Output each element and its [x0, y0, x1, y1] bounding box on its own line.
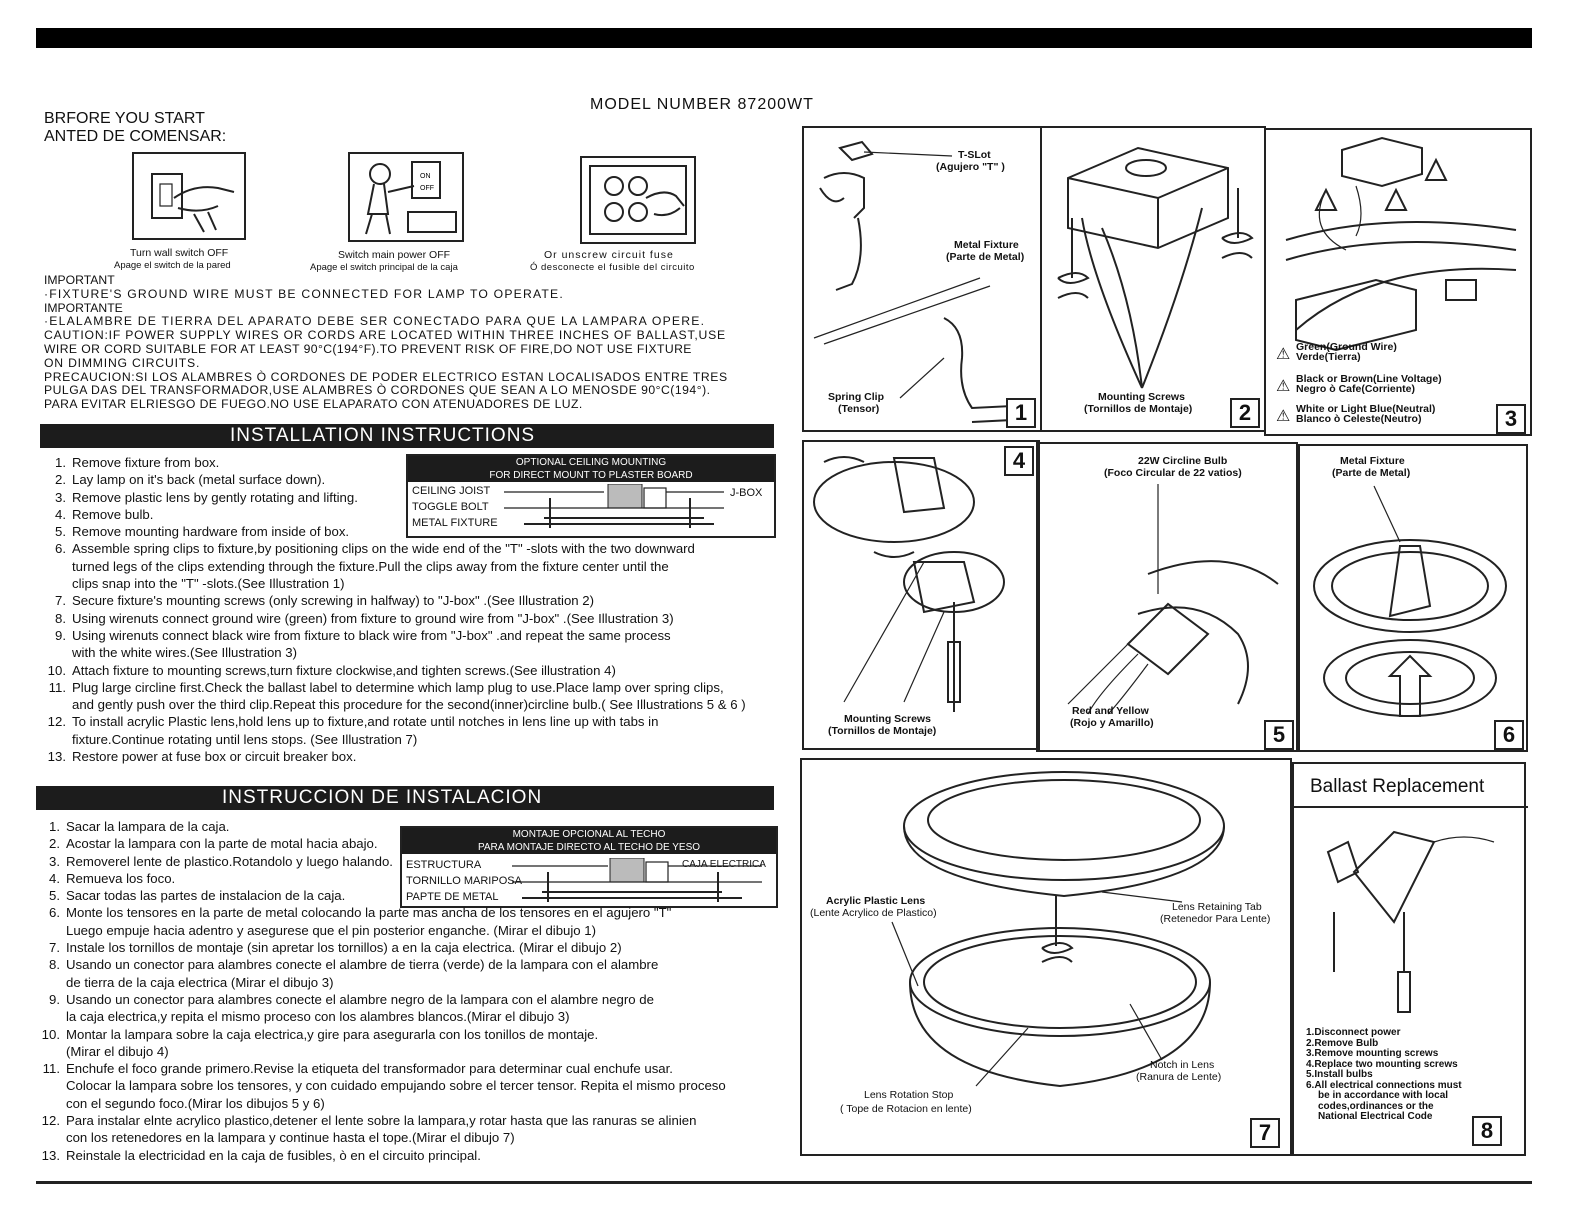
- step-text: Colocar la lampara sobre los tensores, y con cuidado empujando sobre el tercer tensor. Repita el mismo proceso: [66, 1078, 726, 1094]
- step-number: 6.: [55, 541, 66, 557]
- spanish-steps-list: [38, 818, 798, 1164]
- start-caption-2: Switch main power OFF: [338, 249, 451, 261]
- illustration-3: [1264, 128, 1532, 436]
- step-number: 13.: [47, 749, 66, 765]
- step-text: Remove bulb.: [72, 506, 154, 522]
- es-step-line: [38, 1026, 798, 1043]
- es-step-line: [38, 1008, 798, 1025]
- spring-clip-label: Spring Clip: [828, 391, 884, 403]
- label-papte-de-metal: PAPTE DE METAL: [406, 891, 499, 903]
- step-text: Removerel lente de plastico.Rotandolo y luego halando.: [66, 853, 393, 869]
- step-number: 6.: [49, 905, 60, 921]
- en-step-line: [44, 471, 804, 488]
- step-text: Para instalar elnte acrylico plastico,detener el lente sobre la lampara,y rotar hasta que las ranuras se alinien: [66, 1113, 697, 1129]
- step-text: Remueva los foco.: [66, 870, 176, 886]
- step-number: 8.: [49, 957, 60, 973]
- es-step-line: [38, 974, 798, 991]
- step-text: Usando un conector para alambres conecte el alambre de tierra (verde) de la lampara con el alambre: [66, 957, 659, 973]
- before-you-start-es: ANTED DE COMENSAR:: [44, 128, 227, 145]
- ballast-steps: 1.Disconnect power 2.Remove Bulb 3.Remove mounting screws 4.Replace two mounting screws 5.Install bulbs 6.All electrical connections must be in accordance with local codes,ordinances or the National Electrical Code: [1306, 1027, 1462, 1122]
- illustration-2-number: 2: [1230, 398, 1260, 428]
- step-number: 5.: [55, 524, 66, 540]
- es-step-line: [38, 1060, 798, 1077]
- illustration-7-number: 7: [1250, 1118, 1280, 1148]
- label-metal-fixture: METAL FIXTURE: [412, 517, 498, 529]
- circline-bulb-label: 22W Circline Bulb: [1138, 455, 1228, 467]
- step-number: 3.: [49, 853, 60, 869]
- tslot-label: T-SLot: [958, 149, 991, 161]
- en-step-line: [44, 731, 804, 748]
- step-number: 7.: [55, 593, 66, 609]
- step-text: Remove mounting hardware from inside of box.: [72, 524, 350, 540]
- es-step-line: [38, 818, 798, 835]
- illustration-5-number: 5: [1264, 720, 1294, 750]
- notch-label: Notch in Lens: [1150, 1059, 1215, 1071]
- p6-metal-fixture-label-es: (Parte de Metal): [1332, 467, 1411, 479]
- step-text: Restore power at fuse box or circuit breaker box.: [72, 749, 357, 765]
- es-step-line: [38, 887, 798, 904]
- en-step-line: [44, 540, 804, 557]
- step-text: Sacar la lampara de la caja.: [66, 819, 230, 834]
- es-step-line: [38, 956, 798, 973]
- step-number: 8.: [55, 610, 66, 626]
- wall-switch-icon: [132, 152, 246, 240]
- step-text: Montar la lampara sobre la caja electrica,y gire para asegurarla con los tonillos de montaje.: [66, 1026, 599, 1042]
- step-text: Secure fixture's mounting screws (only screwing in halfway) to "J-box" .(See Illustration 2): [72, 593, 595, 609]
- mounting-screws-label-es: (Tornillos de Montaje): [1084, 403, 1193, 415]
- main-power-icon: [348, 152, 464, 242]
- model-number: MODEL NUMBER 87200WT: [590, 96, 814, 113]
- step-number: 12.: [41, 1113, 60, 1129]
- retaining-tab-label-es: (Retenedor Para Lente): [1160, 913, 1271, 925]
- en-step-line: [44, 489, 804, 506]
- step-text: and gently push over the third clip.Repeat this procedure for the second(inner)circline bulb.( See Illustrations 5 & 6 ): [72, 697, 746, 713]
- es-step-line: [38, 870, 798, 887]
- illustration-1: [802, 126, 1042, 432]
- step-text: Remove plastic lens by gently rotating and lifting.: [72, 489, 358, 505]
- illustration-4-number: 4: [1004, 446, 1034, 476]
- notch-label-es: (Ranura de Lente): [1136, 1071, 1222, 1083]
- step-text: Using wirenuts connect black wire from fixture to black wire from "J-box" .and repeat the same process: [72, 627, 671, 643]
- bottom-rule: [36, 1181, 1532, 1184]
- step-number: 11.: [48, 679, 66, 695]
- label-tornillo-mariposa: TORNILLO MARIPOSA: [406, 875, 522, 887]
- divider: [1290, 806, 1528, 808]
- label-jbox: J-BOX: [730, 487, 763, 499]
- start-caption-2-es: Apage el switch principal de la caja: [310, 262, 458, 273]
- step-number: 4.: [49, 870, 60, 886]
- label-caja-electrica: CAJA ELECTRICA: [682, 859, 766, 870]
- p6-metal-fixture-label: Metal Fixture: [1340, 455, 1405, 467]
- step-text: Using wirenuts connect ground wire (green) from fixture to ground wire from "J-box" .(See Illustration 3): [72, 610, 674, 626]
- step-number: 1.: [55, 455, 66, 470]
- step-text: Enchufe el foco grande primero.Revise la etiqueta del transformador para determinar cual enchufe usar.: [66, 1061, 673, 1077]
- step-number: 3.: [55, 489, 66, 505]
- es-step-line: [38, 922, 798, 939]
- ballast-replacement-title: Ballast Replacement: [1310, 776, 1485, 797]
- en-step-line: [44, 713, 804, 730]
- black-wire-label-es: Negro ò Cafe(Corriente): [1296, 383, 1416, 395]
- illustration-7: [800, 758, 1292, 1156]
- illustration-8-number: 8: [1472, 1116, 1502, 1146]
- start-caption-1: Turn wall switch OFF: [130, 247, 229, 259]
- en-step-line: [44, 575, 804, 592]
- es-step-line: [38, 904, 798, 921]
- step-text: Usando un conector para alambres conecte el alambre negro de la lampara con el alambre negro de: [66, 991, 654, 1007]
- step-text: Sacar todas las partes de instalacion de la caja.: [66, 888, 346, 904]
- es-step-line: [38, 1112, 798, 1129]
- start-caption-3: Or unscrew circuit fuse: [544, 249, 674, 261]
- step-text: Acostar la lampara con la parte de motal hacia abajo.: [66, 836, 378, 852]
- warning-icon: ⚠: [1276, 378, 1291, 395]
- step-number: 5.: [49, 888, 60, 904]
- installation-banner: INSTALLATION INSTRUCTIONS: [40, 424, 774, 448]
- acrylic-lens-label: Acrylic Plastic Lens: [826, 895, 926, 907]
- before-you-start: BRFORE YOU START: [44, 110, 205, 127]
- step-number: 10.: [47, 662, 66, 678]
- en-step-line: [44, 506, 804, 523]
- fuse-box-icon: [580, 156, 696, 244]
- p4-mounting-screws-label: Mounting Screws: [844, 713, 931, 725]
- english-steps-list: [44, 454, 804, 765]
- top-black-bar: [36, 28, 1532, 48]
- acrylic-lens-label-es: (Lente Acrylico de Plastico): [810, 907, 937, 919]
- en-step-line: [44, 523, 804, 540]
- start-caption-1-es: Apage el switch de la pared: [114, 260, 231, 271]
- en-step-line: [44, 662, 804, 679]
- step-number: 12.: [47, 714, 66, 730]
- white-wire-label: White or Light Blue(Neutral): [1296, 403, 1436, 415]
- step-text: con el segundo foco.(Mirar los dibujos 5 y 6): [66, 1095, 325, 1111]
- step-text: la caja electrica,y repita el mismo proceso con los alambres blancos.(Mirar el dibujo 3): [66, 1009, 570, 1025]
- metal-fixture-label: Metal Fixture: [954, 239, 1019, 251]
- circline-bulb-label-es: (Foco Circular de 22 vatios): [1104, 467, 1242, 479]
- step-text: con los retenedores en la lampara y continue hasta el tope.(Mirar el dibujo 7): [66, 1130, 515, 1146]
- step-text: (Mirar el dibujo 4): [66, 1043, 169, 1059]
- illustration-5: [1036, 442, 1298, 752]
- step-text: Luego empuje hacia adentro y asegurese que el pin posterior enganche. (Mirar el dibujo 1): [66, 922, 597, 938]
- warning-icon: ⚠: [1276, 408, 1291, 425]
- illustration-3-number: 3: [1496, 404, 1526, 434]
- step-text: Monte los tensores en la parte de metal colocando la parte mas ancha de los tensores en el agujero "T": [66, 905, 672, 921]
- tslot-label-es: (Agujero "T" ): [936, 161, 1005, 173]
- es-step-line: [38, 1043, 798, 1060]
- black-wire-label: Black or Brown(Line Voltage): [1296, 373, 1442, 385]
- illustration-4: [802, 440, 1040, 750]
- important-block: IMPORTANT ·FIXTURE'S GROUND WIRE MUST BE CONNECTED FOR LAMP TO OPERATE. IMPORTANTE ·ELALAMBRE DE TIERRA DEL APARATO DEBE SER CONECTADO PARA QUE LA LAMPARA OPERE. CAUTION:IF POWER SUPPLY WIRES OR CORDS ARE LOCATED WITHIN THREE INCHES OF BALLAST,USE WIRE OR CORD SUITABLE FOR AT LEAST 90°C(194°F).TO PREVENT RISK OF FIRE,DO NOT USE FIXTURE ON DIMMING CIRCUITS. PRECAUCION:SI LOS ALAMBRES Ò CORDONES DE PODER ELECTRICO ESTAN LOCALISADOS ENTRE TRES PULGA DAS DEL TRANSFORMADOR,USE ALAMBRES Ò CORDONES QUE SEAN A LO MENOSDE 90°C(194°). PARA EVITAR ELRIESGO DE FUEGO.NO USE ELAPARATO CON ATENUADORES DE LUZ.: [44, 273, 728, 412]
- step-text: Lay lamp on it's back (metal surface down).: [72, 472, 326, 488]
- red-yellow-label-es: (Rojo y Amarillo): [1070, 717, 1154, 729]
- step-text: de tierra de la caja electrica (Mirar el dibujo 3): [66, 974, 334, 990]
- en-step-line: [44, 558, 804, 575]
- en-step-line: [44, 627, 804, 644]
- step-text: clips snap into the "T" -slots.(See Illustration 1): [72, 576, 345, 592]
- step-text: To install acrylic Plastic lens,hold lens up to fixture,and rotate until notches in lens line up with tabs in: [72, 714, 659, 730]
- mounting-screws-label: Mounting Screws: [1098, 391, 1185, 403]
- es-step-line: [38, 1147, 798, 1164]
- step-text: Instale los tornillos de montaje (sin apretar los tornillos) a en la caja electrica. (Mirar el dibujo 2): [66, 940, 622, 956]
- illustration-8: [1292, 762, 1526, 1156]
- illustration-1-number: 1: [1006, 398, 1036, 428]
- en-step-line: [44, 610, 804, 627]
- en-step-line: [44, 696, 804, 713]
- es-step-line: [38, 1095, 798, 1112]
- green-wire-label-es: Verde(Tierra): [1296, 351, 1361, 363]
- warning-icon: ⚠: [1276, 346, 1291, 363]
- spring-clip-label-es: (Tensor): [838, 403, 880, 415]
- montaje-opcional-box: MONTAJE OPCIONAL AL TECHO PARA MONTAJE DIRECTO AL TECHO DE YESO ESTRUCTURA TORNILLO MARIPOSA PAPTE DE METAL CAJA ELECTRICA: [400, 826, 778, 908]
- es-step-line: [38, 1129, 798, 1146]
- step-text: Assemble spring clips to fixture,by positioning clips on the wide end of the "T" -slots with the two downward: [72, 541, 695, 557]
- label-toggle-bolt: TOGGLE BOLT: [412, 501, 489, 513]
- es-step-line: [38, 1077, 798, 1094]
- en-step-line: [44, 748, 804, 765]
- off-label: OFF: [420, 185, 434, 192]
- illustration-6-number: 6: [1494, 720, 1524, 750]
- white-wire-label-es: Blanco ò Celeste(Neutro): [1296, 413, 1422, 425]
- en-step-line: [44, 592, 804, 609]
- step-number: 2.: [55, 472, 66, 488]
- step-number: 2.: [49, 836, 60, 852]
- step-number: 10.: [41, 1026, 60, 1042]
- step-number: 9.: [49, 991, 60, 1007]
- step-number: 9.: [55, 627, 66, 643]
- optional-mounting-box: OPTIONAL CEILING MOUNTING FOR DIRECT MOUNT TO PLASTER BOARD CEILING JOIST TOGGLE BOLT METAL FIXTURE J-BOX: [406, 454, 776, 538]
- es-step-line: [38, 835, 798, 852]
- start-caption-3-es: Ó desconecte el fusible del circuito: [530, 262, 695, 273]
- es-step-line: [38, 939, 798, 956]
- step-text: fixture.Continue rotating until lens stops. (See Illustration 7): [72, 731, 418, 747]
- en-step-line: [44, 679, 804, 696]
- instruccion-banner: INSTRUCCION DE INSTALACION: [36, 786, 774, 810]
- step-text: turned legs of the clips extending through the fixture.Pull the clips away from the fixture center until the: [72, 558, 669, 574]
- step-number: 4.: [55, 506, 66, 522]
- green-wire-label: Green(Ground Wire): [1296, 341, 1397, 353]
- illustration-6: [1298, 444, 1528, 752]
- label-ceiling-joist: CEILING JOIST: [412, 485, 491, 497]
- step-number: 13.: [41, 1147, 60, 1163]
- step-text: with the white wires.(See Illustration 3): [72, 645, 298, 661]
- es-step-line: [38, 853, 798, 870]
- metal-fixture-label-es: (Parte de Metal): [946, 251, 1025, 263]
- rotation-stop-label: Lens Rotation Stop: [864, 1089, 954, 1101]
- on-label: ON: [420, 173, 431, 180]
- en-step-line: [44, 644, 804, 661]
- step-number: 11.: [42, 1061, 60, 1077]
- step-number: 1.: [49, 819, 60, 834]
- en-step-line: [44, 454, 804, 471]
- step-text: Attach fixture to mounting screws,turn fixture clockwise,and tighten screws.(See illustration 4): [72, 662, 616, 678]
- step-text: Remove fixture from box.: [72, 455, 220, 470]
- rotation-stop-label-es: ( Tope de Rotacion en lente): [840, 1103, 972, 1115]
- label-estructura: ESTRUCTURA: [406, 859, 482, 871]
- step-text: Plug large circline first.Check the ballast label to determine which lamp plug to use.Place lamp over spring clips,: [72, 679, 724, 695]
- retaining-tab-label: Lens Retaining Tab: [1172, 901, 1262, 913]
- p4-mounting-screws-label-es: (Tornillos de Montaje): [828, 725, 937, 737]
- es-step-line: [38, 991, 798, 1008]
- step-number: 7.: [49, 940, 60, 956]
- red-yellow-label: Red and Yellow: [1072, 705, 1149, 717]
- illustration-2: [1040, 126, 1266, 432]
- step-text: Reinstale la electricidad en la caja de fusibles, ò en el circuito principal.: [66, 1147, 481, 1163]
